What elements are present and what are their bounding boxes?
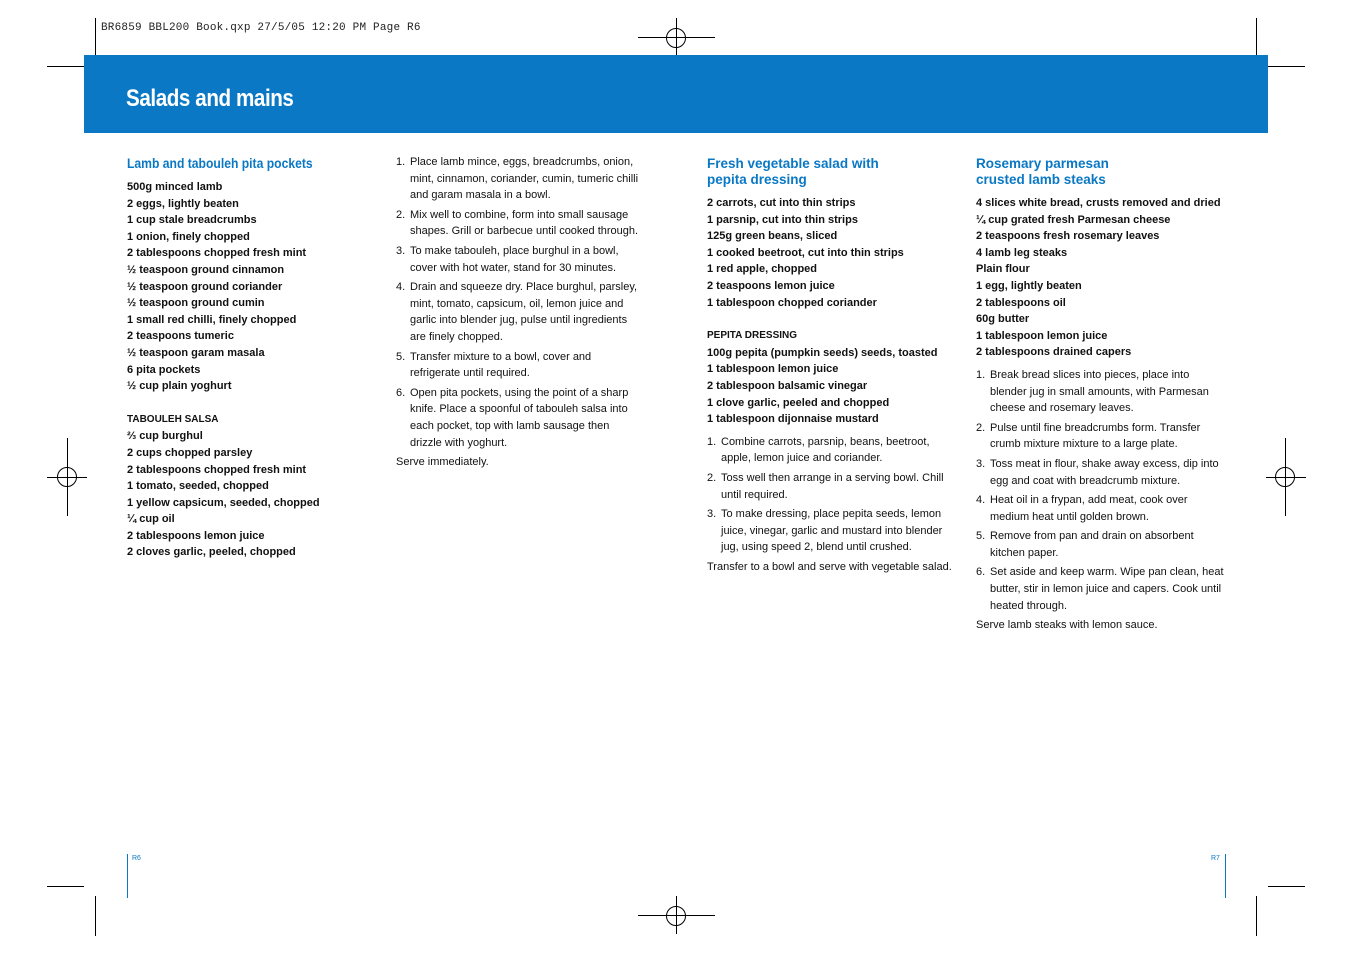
print-slug: BR6859 BBL200 Book.qxp 27/5/05 12:20 PM Page R6 <box>101 22 421 34</box>
section-banner <box>84 55 1268 133</box>
method-step: 3. Toss meat in flour, shake away excess, dip into egg and coat with breadcrumb mixture. <box>976 457 1219 487</box>
method-step: 5. Transfer mixture to a bowl, cover and refrigerate until required. <box>396 350 592 380</box>
recipe3-ingredients <box>976 195 1226 361</box>
ingredient-item: 2 eggs, lightly beaten <box>127 197 239 210</box>
crop-mark <box>47 66 84 67</box>
recipe2-serve: Transfer to a bowl and serve with vegetable salad. <box>707 560 952 573</box>
method-step: 3. To make dressing, place pepita seeds, lemon juice, vinegar, garlic and mustard into blender jug, using speed 2, blend until crushed. <box>707 508 943 554</box>
method-step: 6. Set aside and keep warm. Wipe pan clean, heat butter, stir in lemon juice and capers. Cook until heated through. <box>976 566 1224 612</box>
ingredient-item: ⅔ cup burghul <box>127 430 203 443</box>
recipe2-column <box>707 156 957 575</box>
ingredient-item: 4 slices white bread, crusts removed and dried <box>976 197 1221 209</box>
ingredient-item: 2 teaspoons lemon juice <box>707 279 835 292</box>
method-step: 4. Drain and squeeze dry. Place burghul, parsley, mint, tomato, capsicum, oil, lemon juice and garlic into blender jug, pulse until ingredients are finely chopped. <box>396 281 638 343</box>
ingredient-item: 2 tablespoons oil <box>976 296 1066 309</box>
method-step: 6. Open pita pockets, using the point of a sharp knife. Place a spoonful of tabouleh salsa into each pocket, top with lamb sausage then drizzle with yoghurt. <box>396 386 629 449</box>
recipe1-ingredients-column <box>127 156 367 561</box>
ingredient-item: 1 parsnip, cut into thin strips <box>707 213 858 226</box>
ingredient-item: 2 tablespoons lemon juice <box>127 529 265 542</box>
ingredient-item: 2 teaspoons tumeric <box>127 330 234 343</box>
recipe3-serve: Serve lamb steaks with lemon sauce. <box>976 619 1158 632</box>
ingredient-item: 1 cooked beetroot, cut into thin strips <box>707 246 904 259</box>
page-rule-right <box>1225 854 1226 898</box>
crop-mark <box>1256 896 1257 936</box>
recipe3-steps <box>976 367 1226 614</box>
crop-mark <box>95 896 96 936</box>
ingredient-item: ½ teaspoon garam masala <box>127 346 265 359</box>
ingredient-item: ½ teaspoon ground cumin <box>127 297 265 310</box>
ingredient-item: ¼ cup grated fresh Parmesan cheese <box>976 213 1171 226</box>
method-step: 2. Toss well then arrange in a serving bowl. Chill until required. <box>707 471 944 501</box>
page-rule-left <box>127 854 128 898</box>
ingredient-item: 1 cup stale breadcrumbs <box>127 214 257 227</box>
method-step: 1. Place lamb mince, eggs, breadcrumbs, onion, mint, cinnamon, coriander, cumin, tumeric chilli and garam masala in a bowl. <box>396 156 639 202</box>
ingredient-item: 1 yellow capsicum, seeded, chopped <box>127 496 320 509</box>
recipe1-serve: Serve immediately. <box>396 456 489 469</box>
ingredient-item: 100g pepita (pumpkin seeds) seeds, toasted <box>707 346 938 359</box>
ingredient-item: 1 tablespoon chopped coriander <box>707 296 877 309</box>
ingredient-item: 1 small red chilli, finely chopped <box>127 313 297 326</box>
ingredient-item: 1 egg, lightly beaten <box>976 279 1082 292</box>
ingredient-item: ½ teaspoon ground cinnamon <box>127 263 285 276</box>
ingredient-item: 2 tablespoons drained capers <box>976 346 1132 359</box>
method-step: 1. Break bread slices into pieces, place into blender jug in small amounts, with Parmesan cheese and rosemary leaves. <box>976 368 1209 415</box>
ingredient-item: 2 carrots, cut into thin strips <box>707 197 856 209</box>
dressing-ingredients <box>707 345 957 428</box>
recipe1-steps <box>396 154 641 451</box>
ingredient-item: ¼ cup oil <box>127 513 175 526</box>
ingredient-item: 60g butter <box>976 313 1030 326</box>
recipe3-title: Rosemary parmesan crusted lamb steaks <box>976 156 1109 187</box>
page-number-left: R6 <box>132 855 141 862</box>
recipe3-column <box>976 156 1226 634</box>
ingredient-item: 2 cloves garlic, peeled, chopped <box>127 546 296 559</box>
ingredient-item: 2 tablespoons chopped fresh mint <box>127 463 307 476</box>
recipe2-ingredients <box>707 195 957 311</box>
ingredient-item: 1 red apple, chopped <box>707 263 818 276</box>
dressing-heading: PEPITA DRESSING <box>707 330 798 342</box>
ingredient-item: 1 tomato, seeded, chopped <box>127 480 269 493</box>
method-step: 2. Pulse until fine breadcrumbs form. Transfer crumb mixture mixture to a large plate. <box>976 421 1201 451</box>
method-step: 5. Remove from pan and drain on absorbent kitchen paper. <box>976 530 1194 559</box>
method-step: 2. Mix well to combine, form into small sausage shapes. Grill or barbecue until cooked through. <box>396 208 639 238</box>
salsa-heading: TABOULEH SALSA <box>127 413 219 425</box>
recipe2-steps <box>707 434 957 556</box>
ingredient-item: 2 tablespoons chopped fresh mint <box>127 247 307 260</box>
ingredient-item: 1 tablespoon lemon juice <box>976 329 1108 342</box>
ingredient-item: 2 cups chopped parsley <box>127 446 253 459</box>
ingredient-item: 2 teaspoons fresh rosemary leaves <box>976 230 1160 243</box>
method-step: 3. To make tabouleh, place burghul in a bowl, cover with hot water, stand for 30 minutes. <box>396 244 619 274</box>
method-step: 1. Combine carrots, parsnip, beans, beetroot, apple, lemon juice and coriander. <box>707 435 930 465</box>
section-title: Salads and mains <box>126 85 294 112</box>
ingredient-item: 1 onion, finely chopped <box>127 230 250 243</box>
ingredient-item: 6 pita pockets <box>127 363 201 376</box>
crop-mark <box>1256 18 1257 58</box>
recipe1-method-column <box>396 154 641 471</box>
salsa-ingredients <box>127 428 367 561</box>
recipe1-title: Lamb and tabouleh pita pockets <box>127 156 313 171</box>
recipe2-title: Fresh vegetable salad with pepita dressing <box>707 156 879 187</box>
recipe1-ingredients <box>127 179 367 395</box>
crop-mark <box>1268 886 1305 887</box>
ingredient-item: 1 tablespoon dijonnaise mustard <box>707 413 879 426</box>
crop-mark <box>1268 66 1305 67</box>
page-number-right: R7 <box>1211 855 1220 862</box>
ingredient-item: 4 lamb leg steaks <box>976 246 1068 259</box>
ingredient-item: 1 clove garlic, peeled and chopped <box>707 396 890 409</box>
ingredient-item: ½ cup plain yoghurt <box>127 380 232 393</box>
ingredient-item: 2 tablespoon balsamic vinegar <box>707 379 868 392</box>
ingredient-item: 125g green beans, sliced <box>707 230 838 243</box>
ingredient-item: 500g minced lamb <box>127 181 223 193</box>
crop-mark <box>95 18 96 58</box>
ingredient-item: ½ teaspoon ground coriander <box>127 280 283 293</box>
crop-mark <box>47 886 84 887</box>
ingredient-item: Plain flour <box>976 263 1030 276</box>
method-step: 4. Heat oil in a frypan, add meat, cook over medium heat until golden brown. <box>976 494 1188 523</box>
ingredient-item: 1 tablespoon lemon juice <box>707 363 839 376</box>
